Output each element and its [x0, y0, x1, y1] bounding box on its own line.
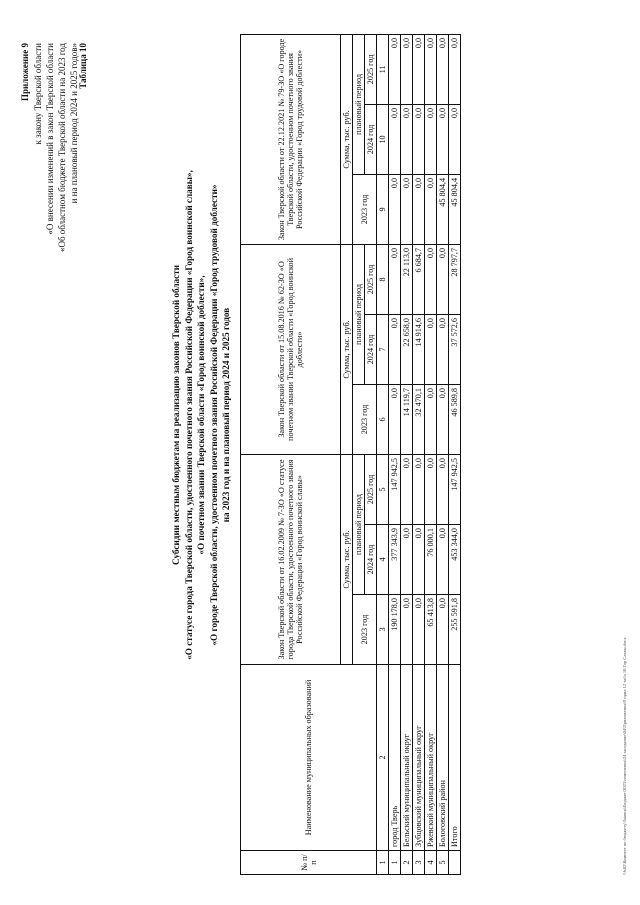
amount-cell: 22 113,0	[401, 244, 413, 314]
header-plan-period: плановый период	[353, 244, 365, 384]
title-line: на 2023 год и на плановый период 2024 и 2025 годов	[221, 307, 231, 523]
column-numbers-row	[377, 34, 389, 874]
table-row	[401, 34, 413, 874]
header-year-2025: 2025 год	[365, 454, 377, 524]
amount-cell: 0,0	[401, 454, 413, 524]
amount-cell: 0,0	[389, 104, 401, 174]
row-number: 5	[437, 851, 449, 875]
header-sum: Сумма, тыс. руб.	[341, 454, 353, 664]
row-number	[449, 851, 461, 875]
amount-cell: 0,0	[425, 104, 437, 174]
column-number: 9	[377, 174, 389, 244]
header-sum: Сумма, тыс. руб.	[341, 34, 353, 244]
appendix-number: Приложение 9	[20, 43, 30, 102]
amount-cell: 0,0	[425, 314, 437, 384]
amount-cell: 0,0	[389, 384, 401, 454]
amount-cell: 46 589,8	[449, 384, 461, 454]
header-year-2024: 2024 год	[365, 314, 377, 384]
column-number: 11	[377, 34, 389, 104]
column-number: 2	[377, 665, 389, 851]
amount-cell: 76 000,1	[425, 525, 437, 595]
header-sum: Сумма, тыс. руб.	[341, 244, 353, 454]
amount-cell: 0,0	[425, 244, 437, 314]
column-number: 6	[377, 384, 389, 454]
document-title	[170, 25, 233, 805]
header-year-2025: 2025 год	[365, 244, 377, 314]
amount-cell: 0,0	[437, 384, 449, 454]
law-line: «О внесении изменений в закон Тверской области	[45, 43, 55, 235]
amount-cell: 0,0	[437, 595, 449, 665]
municipality-name: город Тверь	[389, 665, 401, 851]
amount-cell: 0,0	[449, 34, 461, 104]
table-label: Таблица 10	[78, 43, 88, 89]
amount-cell: 0,0	[437, 104, 449, 174]
amount-cell: 0,0	[389, 314, 401, 384]
amount-cell: 0,0	[389, 34, 401, 104]
header-plan-period: плановый период	[353, 34, 365, 174]
row-number: 2	[401, 851, 413, 875]
amount-cell: 0,0	[413, 454, 425, 524]
amount-cell: 0,0	[413, 174, 425, 244]
table-row	[413, 34, 425, 874]
header-law-2: Закон Тверской области от 15.08.2016 № 62-ЗО «О почетном звании Тверской области «Город воинской доблести»	[241, 244, 341, 454]
amount-cell: 0,0	[413, 34, 425, 104]
subsidies-table	[240, 34, 461, 875]
law-line: к закону Тверской области	[33, 43, 43, 145]
table-row	[437, 34, 449, 874]
amount-cell: 190 178,0	[389, 595, 401, 665]
table-row	[425, 34, 437, 874]
total-row	[449, 34, 461, 874]
municipality-name: Зубцовский муниципальный округ	[413, 665, 425, 851]
amount-cell: 45 804,4	[437, 174, 449, 244]
law-line: «Об областном бюджете Тверской области на 2023 год	[57, 43, 67, 253]
header-year-2024: 2024 год	[365, 525, 377, 595]
title-line: «О статусе города Тверской области, удостоенного почетного звания Российской Федерации «Город воинской славы»,	[183, 170, 194, 660]
municipality-name: Итого	[449, 665, 461, 851]
amount-cell: 37 572,6	[449, 314, 461, 384]
amount-cell: 0,0	[401, 595, 413, 665]
title-line: Субсидии местным бюджетам на реализацию законов Тверской области	[171, 264, 181, 566]
law-line: и на плановый период 2024 и 2025 годов»	[69, 43, 79, 204]
municipality-name: Бельский муниципальный округ	[401, 665, 413, 851]
header-year-2024: 2024 год	[365, 104, 377, 174]
amount-cell: 28 797,7	[449, 244, 461, 314]
column-number: 7	[377, 314, 389, 384]
amount-cell: 0,0	[389, 244, 401, 314]
column-number: 1	[377, 851, 389, 875]
amount-cell: 0,0	[425, 34, 437, 104]
amount-cell: 0,0	[437, 454, 449, 524]
amount-cell: 147 942,5	[449, 454, 461, 524]
header-number: № п/п	[241, 851, 377, 875]
amount-cell: 377 343,9	[389, 525, 401, 595]
amount-cell: 0,0	[425, 454, 437, 524]
title-line: «О городе Тверской области, удостоенном почетного звания Российской Федерации «Город трудовой доблести»	[208, 184, 219, 646]
row-number: 4	[425, 851, 437, 875]
header-year-2023: 2023 год	[353, 174, 377, 244]
header-law-3: Закон Тверской области от 22.12.2021 № 79-ЗО «О городе Тверской области, удостоенном почетного звания Российской Федерации «Город трудовой доблести»	[241, 34, 341, 244]
amount-cell: 65 413,8	[425, 595, 437, 665]
amount-cell: 0,0	[401, 525, 413, 595]
amount-cell: 0,0	[413, 595, 425, 665]
header-year-2025: 2025 год	[365, 34, 377, 104]
amount-cell: 0,0	[437, 34, 449, 104]
row-number: 1	[389, 851, 401, 875]
amount-cell: 0,0	[437, 314, 449, 384]
row-number: 3	[413, 851, 425, 875]
amount-cell: 0,0	[449, 104, 461, 174]
amount-cell: 0,0	[437, 525, 449, 595]
amount-cell: 22 658,0	[401, 314, 413, 384]
column-number: 4	[377, 525, 389, 595]
column-number: 8	[377, 244, 389, 314]
amount-cell: 14 119,7	[401, 384, 413, 454]
amount-cell: 0,0	[425, 384, 437, 454]
header-year-2023: 2023 год	[353, 384, 377, 454]
amount-cell: 453 344,0	[449, 525, 461, 595]
municipality-name: Ржевский муниципальный округ	[425, 665, 437, 851]
amount-cell: 0,0	[413, 525, 425, 595]
amount-cell: 0,0	[437, 244, 449, 314]
amount-cell: 255 591,8	[449, 595, 461, 665]
amount-cell: 0,0	[425, 174, 437, 244]
header-law-1: Закон Тверской области от 16.02.2009 № 7-ЗО «О статусе города Тверской области, удостоенного почетного звания Российской Федерации «Город воинской славы»	[241, 454, 341, 664]
law-reference	[32, 43, 80, 255]
header-year-2023: 2023 год	[353, 595, 377, 665]
file-path-footer: \\fs02\Комитет по бюджету\Законы\Бюджет\2023\изменения\24 заседание\04\Приложения\9 прил 12 табл 10 Гор Славы.docx	[622, 637, 627, 875]
title-line: «О почетном звании Тверской области «Город воинской доблести»,	[196, 275, 206, 555]
header-municipality: Наименование муниципальных образований	[241, 665, 377, 851]
header-plan-period: плановый период	[353, 454, 365, 594]
amount-cell: 0,0	[401, 34, 413, 104]
amount-cell: 14 914,6	[413, 314, 425, 384]
amount-cell: 0,0	[389, 174, 401, 244]
amount-cell: 0,0	[401, 104, 413, 174]
amount-cell: 0,0	[413, 104, 425, 174]
column-number: 3	[377, 595, 389, 665]
column-number: 10	[377, 104, 389, 174]
amount-cell: 45 804,4	[449, 174, 461, 244]
amount-cell: 32 470,1	[413, 384, 425, 454]
table-row	[389, 34, 401, 874]
municipality-name: Бологовский район	[437, 665, 449, 851]
amount-cell: 6 684,7	[413, 244, 425, 314]
amount-cell: 147 942,5	[389, 454, 401, 524]
amount-cell: 0,0	[401, 174, 413, 244]
column-number: 5	[377, 454, 389, 524]
table-body	[389, 34, 461, 874]
